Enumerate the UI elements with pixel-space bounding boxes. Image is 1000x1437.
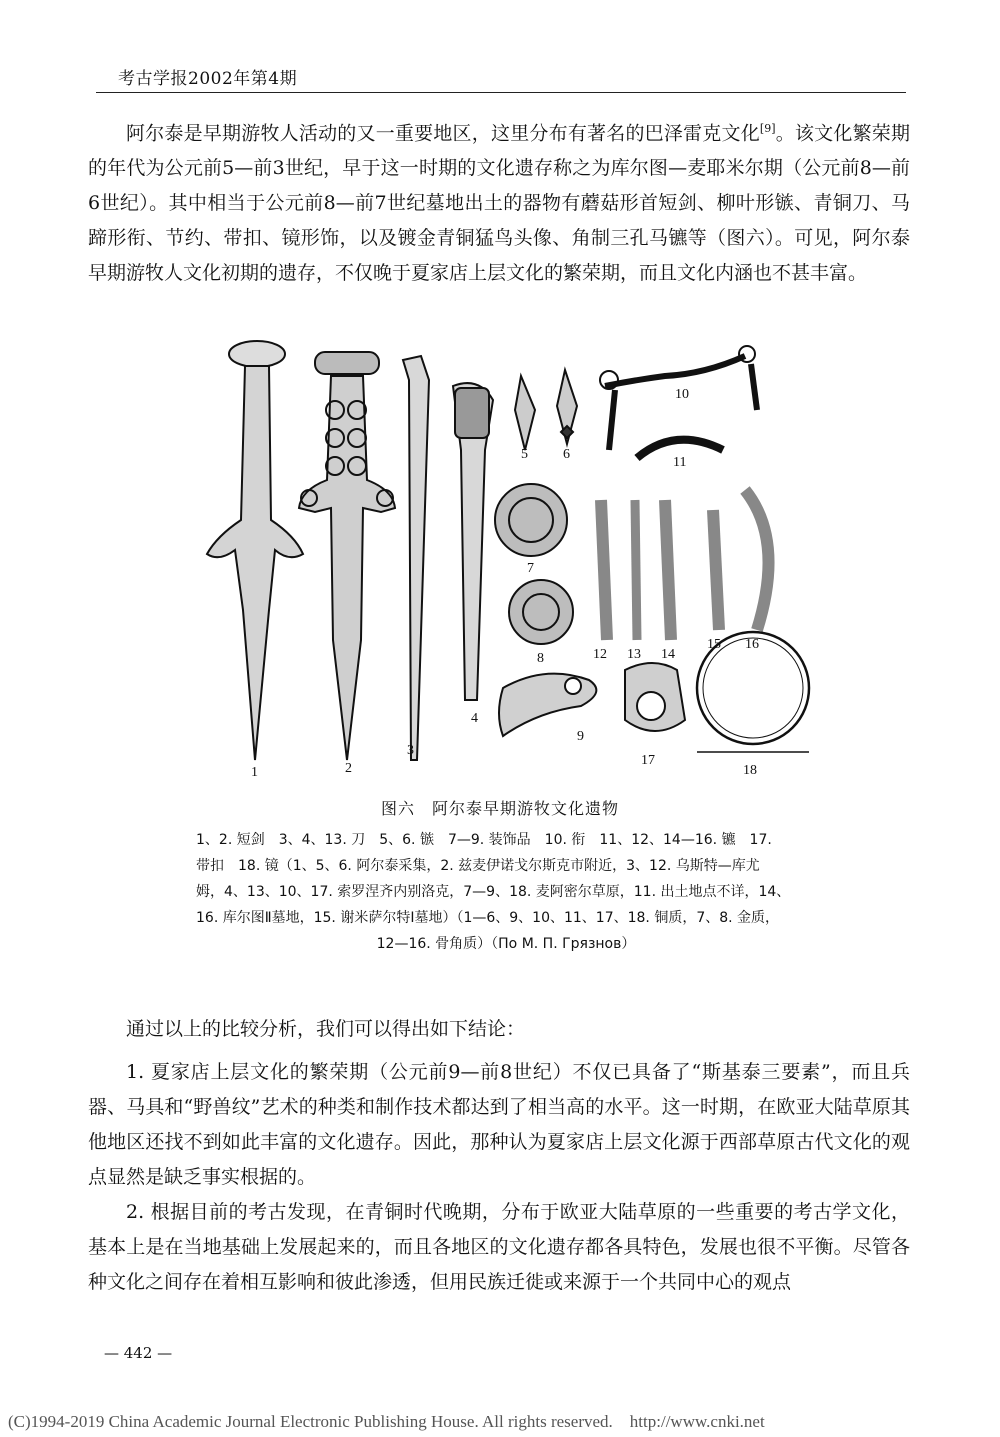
fig-number-9: 9: [577, 729, 584, 744]
fig-number-7: 7: [527, 561, 534, 576]
caption-line: 12—16. 骨角质）（По М. П. Грязнов）: [376, 936, 636, 952]
caption-line: 1、2. 短剑 3、4、13. 刀 5、6. 镞 7—9. 装饰品 10. 衔 11、12、14—16. 镳 17.: [196, 832, 772, 848]
copyright-footer: (C)1994-2019 China Academic Journal Electronic Publishing House. All rights reserved. http://www.cnki.net: [8, 1412, 765, 1431]
paragraph-3: 1. 夏家店上层文化的繁荣期（公元前9—前8世纪）不仅已具备了“斯基泰三要素”，而且兵器、马具和“野兽纹”艺术的种类和制作技术都达到了相当高的水平。这一时期，在欧亚大陆草原其他地区还找不到如此丰富的文化遗存。因此，那种认为夏家店上层文化源于西部草原古代文化的观点显然是缺乏事实根据的。: [88, 1061, 910, 1188]
knife-3-drawing: [403, 356, 429, 760]
artifact-drawings: [185, 340, 825, 780]
arrowhead-5-drawing: [515, 376, 535, 450]
paragraph-1: [88, 111, 910, 291]
fig-number-5: 5: [521, 447, 528, 462]
knife-4-drawing: [453, 383, 493, 700]
cheekpiece-13-drawing: [635, 500, 637, 640]
fig-number-13: 13: [627, 647, 641, 662]
buckle-17-drawing: [625, 663, 685, 731]
fig-number-10: 10: [675, 387, 689, 402]
fig-number-16: 16: [745, 637, 759, 652]
bird-head-9-drawing: [499, 674, 596, 736]
running-head: 考古学报2002年第4期: [118, 69, 298, 89]
bit-10-drawing: [605, 356, 745, 386]
fig-number-4: 4: [471, 711, 478, 726]
fig-number-15: 15: [707, 637, 721, 652]
fig-number-17: 17: [641, 753, 655, 768]
cheekpiece-12-drawing: [601, 500, 607, 640]
cheekpiece-16-drawing: [745, 490, 769, 630]
paragraph-1-text: 阿尔泰是早期游牧人活动的又一重要地区，这里分布有著名的巴泽雷克文化: [126, 122, 760, 145]
fig-number-3: 3: [407, 743, 414, 758]
dagger-2-drawing: [299, 352, 395, 760]
caption-line: 带扣 18. 镜（1、5、6. 阿尔泰采集，2. 兹麦伊诺戈尔斯克市附近，3、12. 乌斯特—库尤: [196, 858, 760, 874]
fig-number-8: 8: [537, 651, 544, 666]
citation-ref[interactable]: [9]: [759, 122, 776, 135]
paragraph-2: 通过以上的比较分析，我们可以得出如下结论：: [126, 1018, 526, 1040]
figure-caption: [196, 827, 816, 957]
figure-6-illustration: [185, 340, 825, 780]
header-rule: [96, 92, 906, 93]
fig-number-1: 1: [251, 765, 258, 780]
caption-line: 16. 库尔图Ⅱ墓地，15. 谢米萨尔特Ⅰ墓地）（1—6、9、10、11、17、18. 铜质，7、8. 金质，: [196, 910, 780, 926]
paragraph-1-tail: 。该文化繁荣期的年代为公元前5—前3世纪，早于这一时期的文化遗存称之为库尔图—麦耶米尔期（公元前8—前6世纪）。其中相当于公元前8—前7世纪墓地出土的器物有蘑菇形首短剑、柳叶形镞、青铜刀、马蹄形衔、节约、带扣、镜形饰，以及镀金青铜猛鸟头像、角制三孔马镳等（图六）。可见，阿尔泰早期游牧人文化初期的遗存，不仅晚于夏家店上层文化的繁荣期，而且文化内涵也不甚丰富。: [88, 122, 910, 285]
fig-number-12: 12: [593, 647, 607, 662]
cheekpiece-15-drawing: [713, 510, 719, 630]
ornament-8-drawing: [509, 580, 573, 644]
paragraph-4: 2. 根据目前的考古发现，在青铜时代晚期，分布于欧亚大陆草原的一些重要的考古学文化，基本上是在当地基础上发展起来的，而且各地区的文化遗存都各具特色，发展也很不平衡。尽管各种文化之间存在着相互影响和彼此渗透，但用民族迁徙或来源于一个共同中心的观点: [88, 1201, 910, 1293]
page-number: — 442 —: [104, 1344, 173, 1362]
fig-number-2: 2: [345, 761, 352, 776]
figure-title: 图六 阿尔泰早期游牧文化遗物: [380, 799, 619, 818]
ornament-7-drawing: [495, 484, 567, 556]
fig-number-14: 14: [661, 647, 675, 662]
dagger-1-drawing: [207, 341, 303, 760]
cheekpiece-14-drawing: [665, 500, 671, 640]
fig-number-18: 18: [743, 763, 757, 778]
caption-line: 姆，4、13、10、17. 索罗涅齐内别洛克，7—9、18. 麦阿密尔草原，11. 出土地点不详，14、: [196, 884, 791, 900]
fig-number-11: 11: [673, 455, 687, 470]
fig-number-6: 6: [563, 447, 570, 462]
